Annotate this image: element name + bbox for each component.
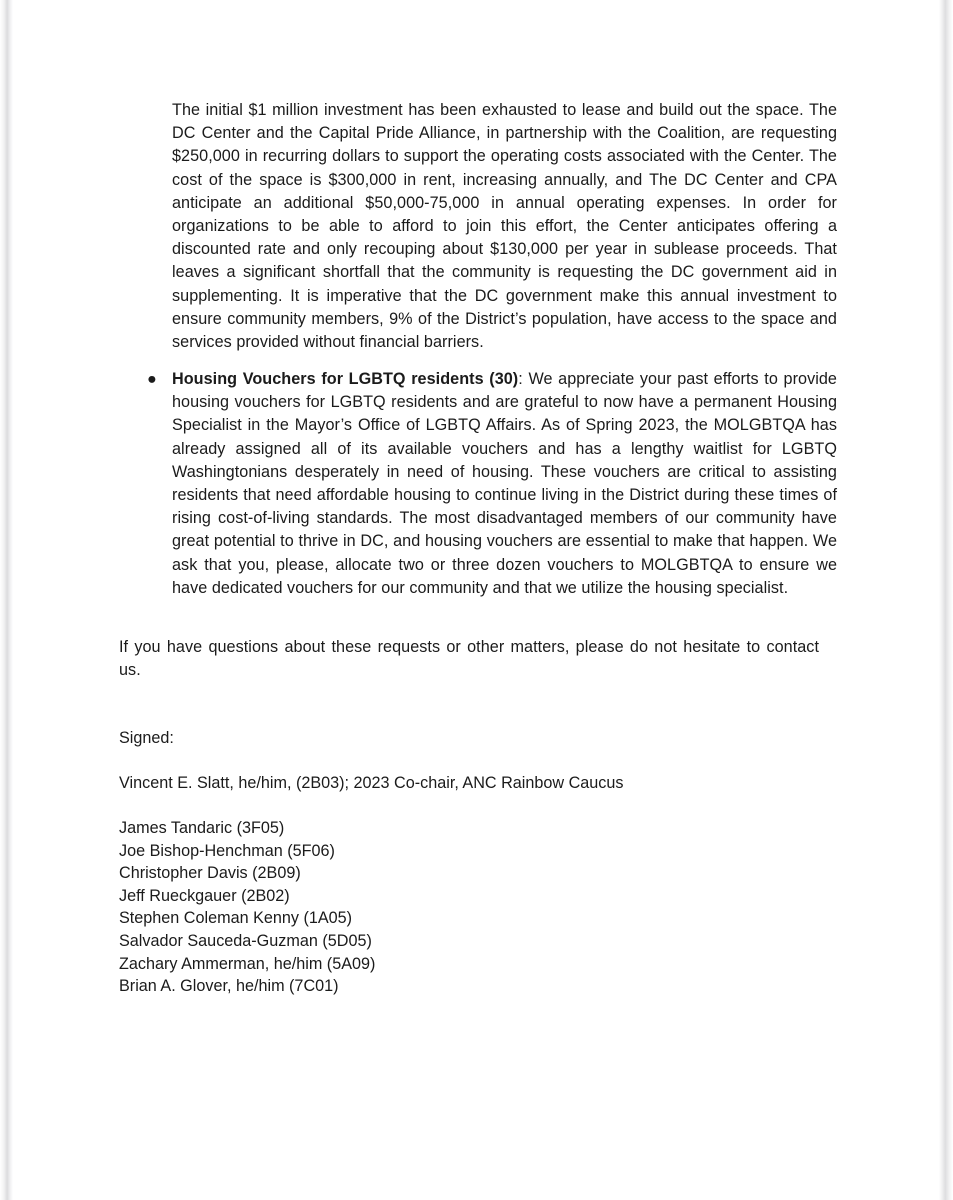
signed-label: Signed: (119, 729, 174, 747)
bullet-point-icon: ● (147, 370, 157, 388)
page-left-edge-shadow (0, 0, 13, 1200)
list-item (147, 368, 837, 600)
paragraph-closing: If you have questions about these requests or other matters, please do not hesitate to contact us. (119, 638, 819, 680)
list-item-heading: Housing Vouchers for LGBTQ residents (30) (172, 370, 519, 388)
list-item: Joe Bishop-Henchman (5F06) (119, 841, 335, 860)
document-content (119, 0, 837, 1200)
list-item-body: We appreciate your past efforts to provide housing vouchers for LGBTQ residents and are grateful to now have a permanent Housing Specialist in the Mayor’s Office of LGBTQ Affairs. As of Spring 2023, the MOLGBTQA has already assigned all of its available vouchers and has a lengthy waitlist for LGBTQ Washingtonians desperately in need of housing. These vouchers are critical to assisting residents that need affordable housing to continue living in the District during these times of rising cost-of-living standards. The most disadvantaged members of our community have great potential to thrive in DC, and housing vouchers are essential to make that happen. We ask that you, please, allocate two or three dozen vouchers to MOLGBTQA to ensure we have dedicated vouchers for our community and that we utilize the housing specialist. (172, 370, 837, 597)
list-item: Jeff Rueckgauer (2B02) (119, 886, 290, 905)
list-item: Stephen Coleman Kenny (1A05) (119, 909, 353, 928)
lead-signatory: Vincent E. Slatt, he/him, (2B03); 2023 Co-chair, ANC Rainbow Caucus (119, 774, 624, 792)
list-item: Salvador Sauceda-Guzman (5D05) (119, 931, 372, 950)
bullet-list (147, 368, 837, 600)
list-item-heading-suffix: : (518, 370, 523, 388)
page-right-edge-shadow (939, 0, 953, 1200)
list-item: Zachary Ammerman, he/him (5A09) (119, 954, 376, 973)
paragraph-funding-request: The initial $1 million investment has been exhausted to lease and build out the space. The DC Center and the Capital Pride Alliance, in partnership with the Coalition, are requesting $250,000 in recurring dollars to support the operating costs associated with the Center. The cost of the space is $300,000 in rent, increasing annually, and The DC Center and CPA anticipate an additional $50,000-75,000 in annual operating expenses. In order for organizations to be able to afford to join this effort, the Center anticipates offering a discounted rate and only recouping about $130,000 per year in sublease proceeds. That leaves a significant shortfall that the community is requesting the DC government aid in supplementing. It is imperative that the DC government make this annual investment to ensure community members, 9% of the District’s population, have access to the space and services provided without financial barriers. (172, 101, 837, 352)
list-item: James Tandaric (3F05) (119, 819, 285, 837)
signatory-list (119, 817, 375, 998)
list-item: Christopher Davis (2B09) (119, 864, 301, 883)
list-item: Brian A. Glover, he/him (7C01) (119, 977, 339, 996)
list-item-text (172, 368, 837, 600)
